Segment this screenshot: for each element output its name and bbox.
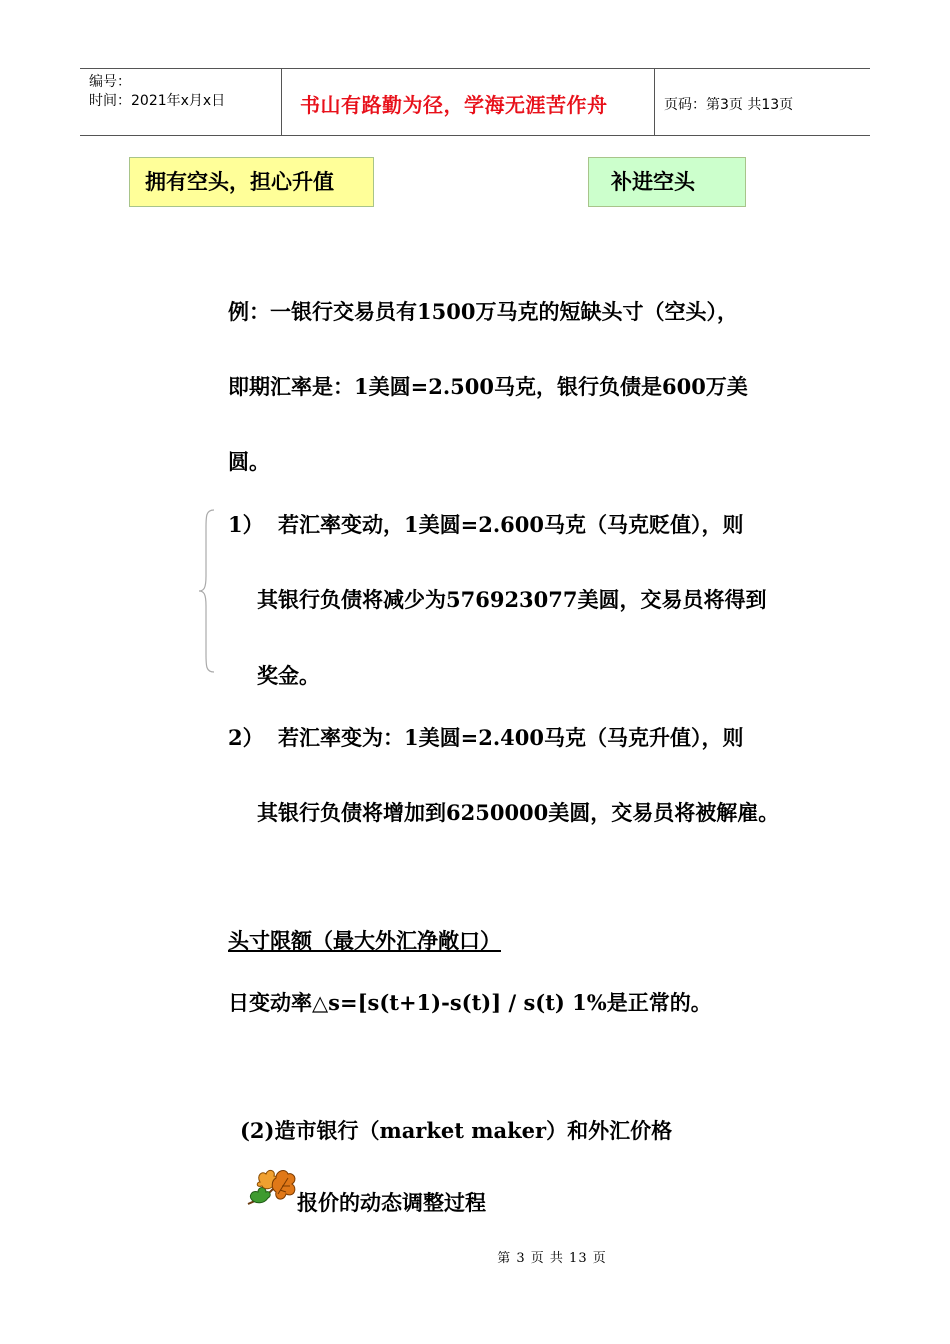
market-maker-title: (2)造市银行（market maker）和外汇价格 — [240, 1118, 673, 1143]
example-line-3: 圆。 — [228, 449, 270, 474]
autumn-leaf-icon — [246, 1166, 300, 1210]
case-1-line-2: 其银行负债将减少为576923077美圆，交易员将得到 — [257, 587, 767, 612]
position-limit-title: 头寸限额（最大外汇净敞口） — [228, 928, 501, 953]
header-page-label: 页码：第3页 共13页 — [664, 97, 794, 113]
example-line-2: 即期汇率是：1美圆=2.500马克，银行负债是600万美 — [228, 374, 748, 399]
example-line-1: 例：一银行交易员有1500万马克的短缺头寸（空头）， — [228, 299, 738, 324]
case-1-line-1: 若汇率变动，1美圆=2.600马克（马克贬值），则 — [278, 512, 744, 537]
case-1-line-3: 奖金。 — [257, 663, 320, 688]
daily-change-formula: 日变动率△s=[s(t+1)-s(t)] / s(t) 1%是正常的。 — [228, 990, 712, 1015]
header-serial-label: 编号： — [89, 74, 131, 90]
header-time-label: 时间：2021年x月x日 — [89, 93, 226, 109]
left-brace-icon — [198, 508, 218, 674]
box-short-fear-appreciation: 拥有空头，担心升值 — [129, 157, 374, 207]
header-divider-left — [281, 69, 282, 136]
price-adjustment-subtitle: 报价的动态调整过程 — [297, 1190, 486, 1215]
footer-page-number: 第 3 页 共 13 页 — [497, 1251, 607, 1266]
page-footer — [0, 1247, 950, 1266]
box-cover-short: 补进空头 — [588, 157, 746, 207]
header-motto: 书山有路勤为径，学海无涯苦作舟 — [300, 93, 608, 117]
case-2-line-2: 其银行负债将增加到6250000美圆，交易员将被解雇。 — [257, 800, 780, 825]
header-bottom-border — [80, 135, 870, 136]
case-2-number: 2） — [228, 725, 264, 750]
header-top-border — [80, 68, 870, 69]
case-1-number: 1） — [228, 512, 264, 537]
header-divider-right — [654, 69, 655, 136]
case-2-line-1: 若汇率变为：1美圆=2.400马克（马克升值），则 — [278, 725, 744, 750]
